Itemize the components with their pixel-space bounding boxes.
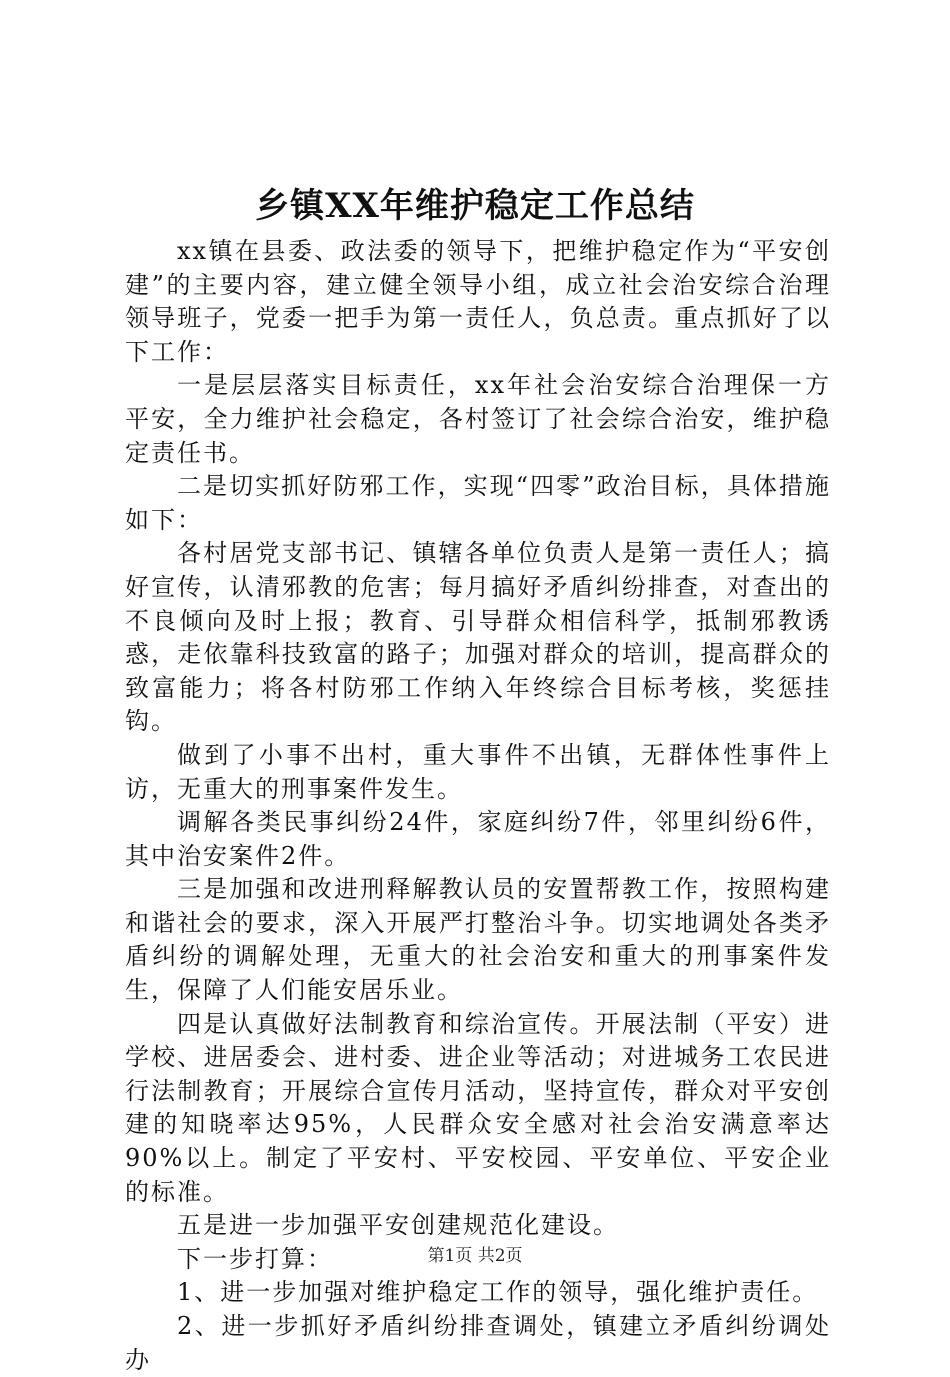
page-number-footer: 第1页 共2页 [427, 1246, 523, 1266]
paragraph: 四是认真做好法制教育和综治宣传。开展法制（平安）进学校、进居委会、进村委、进企业等活动；对进城务工农民进行法制教育；开展综合宣传月活动，坚持宣传，群众对平安创建的知晓率达95%，人民群众安全感对社会治安满意率达90%以上。制定了平安村、平安校园、平安单位、平安企业的标准。 [125, 1009, 831, 1206]
document-body [125, 235, 831, 1377]
paragraph: 各村居党支部书记、镇辖各单位负责人是第一责任人；搞好宣传，认清邪教的危害；每月搞好矛盾纠纷排查，对查出的不良倾向及时上报；教育、引导群众相信科学，抵制邪教诱惑，走依靠科技致富的路子；加强对群众的培训，提高群众的致富能力；将各村防邪工作纳入年终综合目标考核，奖惩挂钩。 [125, 539, 831, 736]
paragraph: 一是层层落实目标责任，xx年社会治安综合治理保一方平安，全力维护社会稳定，各村签订了社会综合治安，维护稳定责任书。 [125, 371, 831, 467]
paragraph: 三是加强和改进刑释解教认员的安置帮教工作，按照构建和谐社会的要求，深入开展严打整治斗争。切实地调处各类矛盾纠纷的调解处理，无重大的社会治安和重大的刑事案件发生，保障了人们能安居乐业。 [125, 875, 831, 1005]
paragraph: 二是切实抓好防邪工作，实现“四零”政治目标，具体措施如下： [125, 472, 831, 534]
paragraph: 下一步打算： [177, 1244, 333, 1273]
document-title: 乡镇XX年维护稳定工作总结 [255, 186, 695, 226]
paragraph: xx镇在县委、政法委的领导下，把维护稳定作为“平安创建”的主要内容，建立健全领导小组，成立社会治安综合治理领导班子，党委一把手为第一责任人，负总责。重点抓好了以下工作： [125, 237, 831, 366]
paragraph: 五是进一步加强平安创建规范化建设。 [177, 1211, 619, 1240]
paragraph: 2、进一步抓好矛盾纠纷排查调处，镇建立矛盾纠纷调处办 [125, 1312, 831, 1374]
paragraph: 调解各类民事纠纷24件，家庭纠纷7件，邻里纠纷6件，其中治安案件2件。 [125, 808, 831, 870]
paragraph: 1、进一步加强对维护稳定工作的领导，强化维护责任。 [177, 1278, 819, 1307]
paragraph: 做到了小事不出村，重大事件不出镇，无群体性事件上访，无重大的刑事案件发生。 [125, 740, 831, 803]
